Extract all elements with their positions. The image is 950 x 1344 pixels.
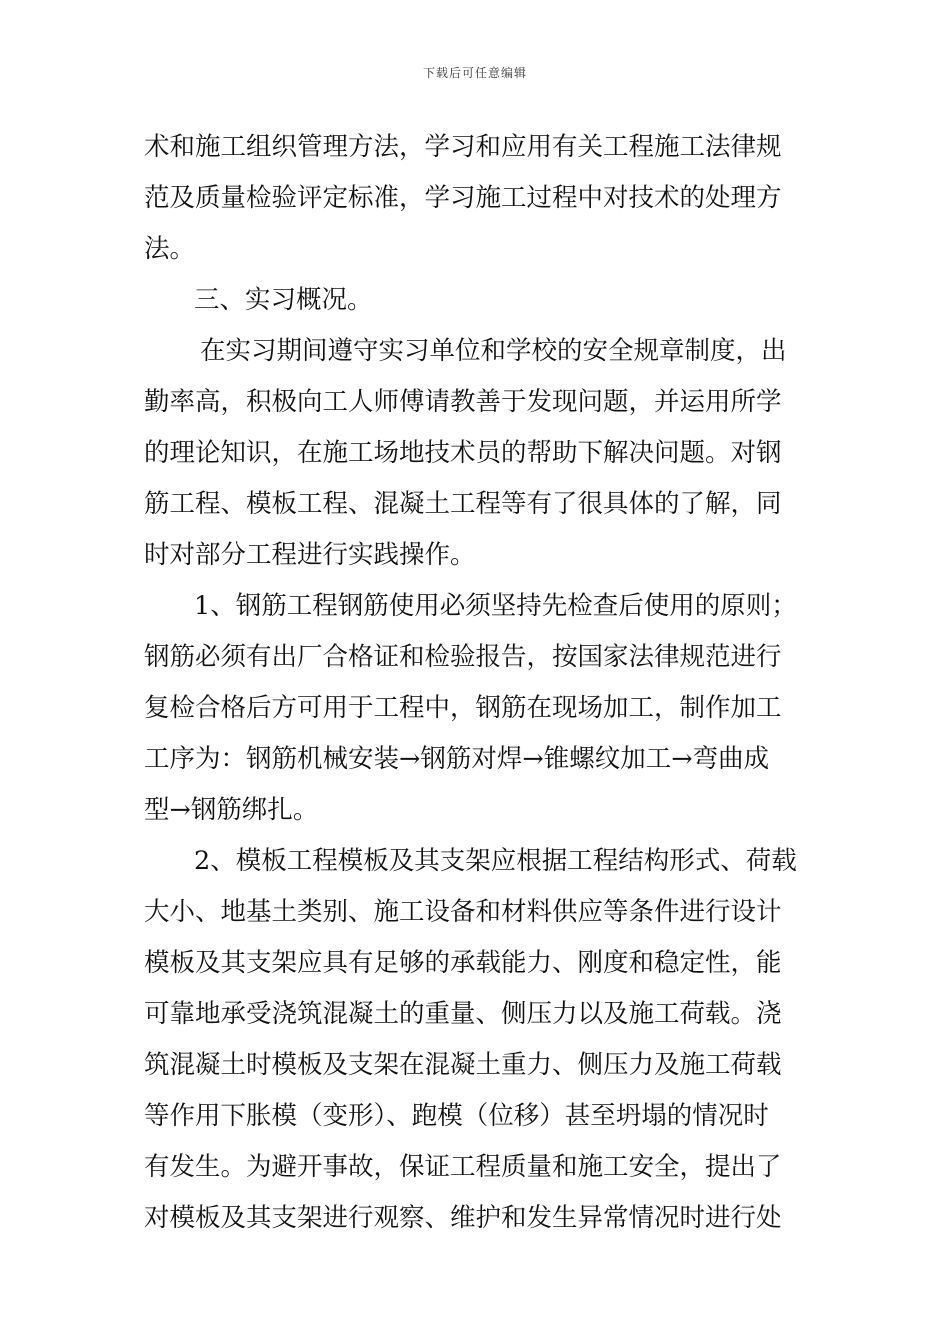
document-body (144, 122, 808, 1244)
list-item-heading: 1、钢筋工程钢筋使用必须坚持先检查后使用的原则； (194, 591, 797, 621)
list-item-heading: 2、模板工程模板及其支架应根据工程结构形式、荷载 (194, 846, 797, 876)
text-line: 复检合格后方可用于工程中，钢筋在现场加工，制作加工 (144, 693, 782, 723)
text-line: 的理论知识，在施工场地技术员的帮助下解决问题。对钢 (144, 438, 782, 468)
text-line: 法。 (144, 234, 196, 264)
text-line: 术和施工组织管理方法，学习和应用有关工程施工法律规 (144, 132, 782, 162)
text-line: 模板及其支架应具有足够的承载能力、刚度和稳定性，能 (144, 948, 782, 978)
text-line: 筋工程、模板工程、混凝土工程等有了很具体的了解，同 (144, 489, 782, 519)
text-line: 大小、地基土类别、施工设备和材料供应等条件进行设计 (144, 897, 782, 927)
text-line: 可靠地承受浇筑混凝土的重量、侧压力以及施工荷载。浇 (144, 999, 782, 1029)
text-line: 筑混凝土时模板及支架在混凝土重力、侧压力及施工荷载 (144, 1050, 782, 1080)
text-line: 在实习期间遵守实习单位和学校的安全规章制度，出 (200, 336, 787, 366)
text-line: 时对部分工程进行实践操作。 (144, 540, 476, 570)
text-line: 勤率高，积极向工人师傅请教善于发现问题，并运用所学 (144, 387, 782, 417)
text-line: 范及质量检验评定标准，学习施工过程中对技术的处理方 (144, 183, 782, 213)
text-line: 对模板及其支架进行观察、维护和发生异常情况时进行处 (144, 1203, 782, 1233)
text-line: 有发生。为避开事故，保证工程质量和施工安全，提出了 (144, 1152, 782, 1182)
section-heading: 三、实习概况。 (194, 285, 373, 315)
text-line: 工序为：钢筋机械安装→钢筋对焊→锥螺纹加工→弯曲成 (144, 744, 770, 774)
text-line: 等作用下胀模（变形）、跑模（位移）甚至坍塌的情况时 (144, 1101, 769, 1131)
text-line: 钢筋必须有出厂合格证和检验报告，按国家法律规范进行 (144, 642, 782, 672)
page-header: 下载后可任意编辑 (422, 66, 527, 80)
text-line: 型→钢筋绑扎。 (144, 795, 319, 825)
